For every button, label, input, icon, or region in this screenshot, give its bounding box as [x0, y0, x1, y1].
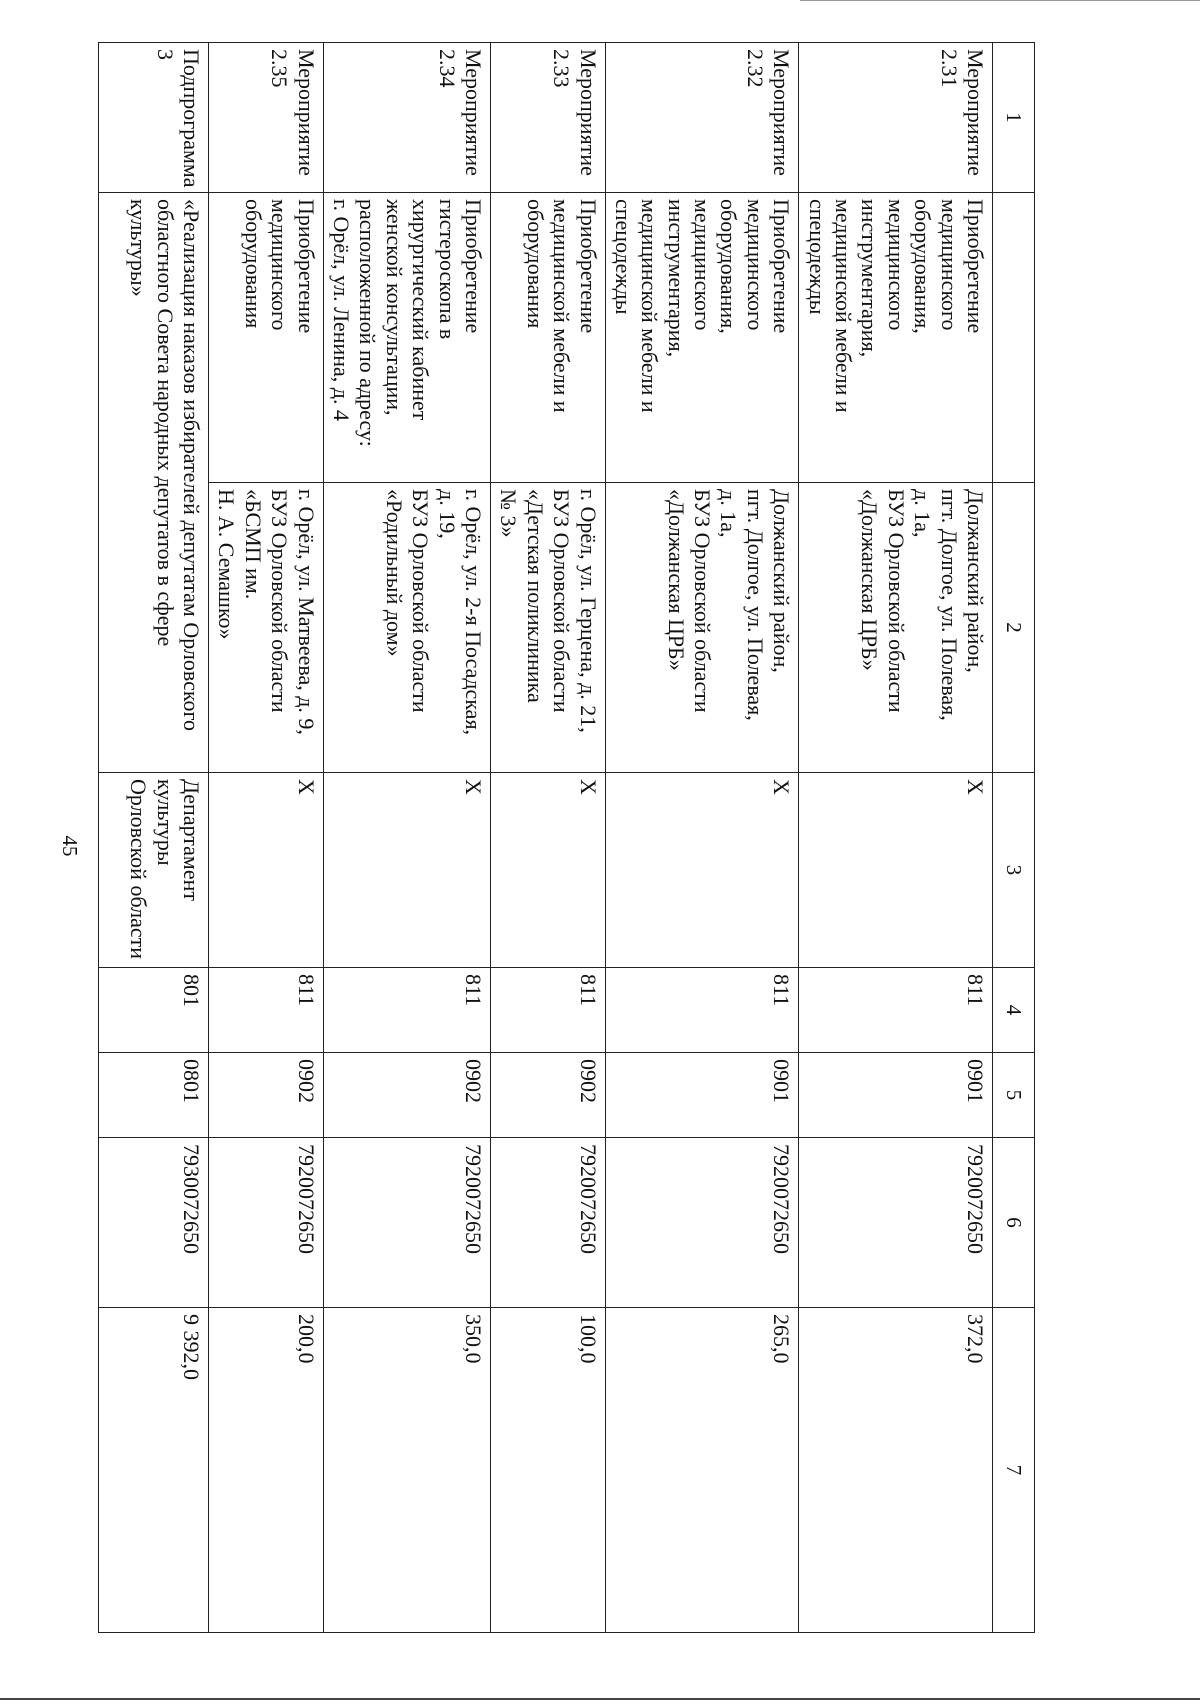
header-cell-2: 2: [993, 483, 1035, 773]
header-cell-blank: [993, 193, 1035, 483]
table-row: [490, 43, 605, 1633]
activity-code-5: 0901: [799, 1053, 993, 1138]
header-cell-7: 7: [993, 1308, 1035, 1633]
subprogram-department: Департамент культуры Орловской области: [99, 773, 209, 968]
activity-location: г. Орёл, ул. 2-я Посадская, д. 19, БУЗ Орловской области «Родильный дом»: [323, 483, 490, 773]
activity-amount: 372,0: [799, 1308, 993, 1633]
activity-amount: 265,0: [605, 1308, 799, 1633]
subprogram-name: Подпрограмма 3: [99, 43, 209, 193]
activity-name: Мероприятие 2.35: [209, 43, 324, 193]
header-cell-5: 5: [993, 1053, 1035, 1138]
activity-description: Приобретение медицинского оборудования, медицинского инструментария, медицинской мебели и спецодежды: [799, 193, 993, 483]
activity-code-4: 811: [323, 968, 490, 1053]
activity-location: Должанский район, пгт. Долгое, ул. Полевая, д. 1а, БУЗ Орловской области «Должанская ЦРБ»: [799, 483, 993, 773]
activity-description: Приобретение медицинской мебели и оборудования: [490, 193, 605, 483]
header-row: [993, 43, 1035, 1633]
activity-code-4: 811: [799, 968, 993, 1053]
activity-code-6: 7920072650: [490, 1138, 605, 1308]
activity-mark: X: [605, 773, 799, 968]
activity-mark: X: [799, 773, 993, 968]
activity-name: Мероприятие 2.31: [799, 43, 993, 193]
activity-name: Мероприятие 2.33: [490, 43, 605, 193]
activity-description: Приобретение медицинского оборудования, медицинского инструментария, медицинской мебели и спецодежды: [605, 193, 799, 483]
activity-location: Должанский район, пгт. Долгое, ул. Полевая, д. 1а, БУЗ Орловской области «Должанская ЦРБ»: [605, 483, 799, 773]
subprogram-title: «Реализация наказов избирателей депутатам Орловского областного Совета народных депутатов в сфере культуры»: [99, 193, 209, 773]
subprogram-code-4: 801: [99, 968, 209, 1053]
header-cell-1: 1: [993, 43, 1035, 193]
scan-edge-top: [800, 0, 1200, 1]
activity-code-6: 7920072650: [799, 1138, 993, 1308]
table-row: [605, 43, 799, 1633]
activity-amount: 200,0: [209, 1308, 324, 1633]
activity-code-5: 0902: [490, 1053, 605, 1138]
activity-mark: X: [490, 773, 605, 968]
activity-code-6: 7920072650: [323, 1138, 490, 1308]
scan-edge-bottom: [0, 1698, 1200, 1700]
subprogram-amount: 9 392,0: [99, 1308, 209, 1633]
activity-amount: 350,0: [323, 1308, 490, 1633]
activity-code-6: 7920072650: [605, 1138, 799, 1308]
activity-code-5: 0901: [605, 1053, 799, 1138]
subprogram-row: [99, 43, 209, 1633]
activity-code-5: 0902: [323, 1053, 490, 1138]
activity-location: г. Орёл, ул. Матвеева, д. 9, БУЗ Орловской области «БСМП им. Н. А. Семашко»: [209, 483, 324, 773]
header-cell-6: 6: [993, 1138, 1035, 1308]
activity-code-6: 7920072650: [209, 1138, 324, 1308]
activity-code-4: 811: [209, 968, 324, 1053]
budget-table: [98, 42, 1035, 1633]
page-number: 45: [58, 835, 82, 857]
rotated-table-container: [126, 42, 1035, 1632]
activity-amount: 100,0: [490, 1308, 605, 1633]
activity-location: г. Орёл, ул. Герцена, д. 21, БУЗ Орловской области «Детская поликлиника № 3»: [490, 483, 605, 773]
activity-code-4: 811: [490, 968, 605, 1053]
activity-code-4: 811: [605, 968, 799, 1053]
activity-mark: X: [209, 773, 324, 968]
activity-description: Приобретение гистероскопа в хирургический кабинет женской консультации, расположенной по адресу: г. Орёл, ул. Ленина, д. 4: [323, 193, 490, 483]
subprogram-code-6: 7930072650: [99, 1138, 209, 1308]
header-cell-4: 4: [993, 968, 1035, 1053]
activity-code-5: 0902: [209, 1053, 324, 1138]
activity-description: Приобретение медицинского оборудования: [209, 193, 324, 483]
table-row: [209, 43, 324, 1633]
header-cell-3: 3: [993, 773, 1035, 968]
activity-mark: X: [323, 773, 490, 968]
table-row: [799, 43, 993, 1633]
subprogram-code-5: 0801: [99, 1053, 209, 1138]
activity-name: Мероприятие 2.34: [323, 43, 490, 193]
table-row: [323, 43, 490, 1633]
activity-name: Мероприятие 2.32: [605, 43, 799, 193]
